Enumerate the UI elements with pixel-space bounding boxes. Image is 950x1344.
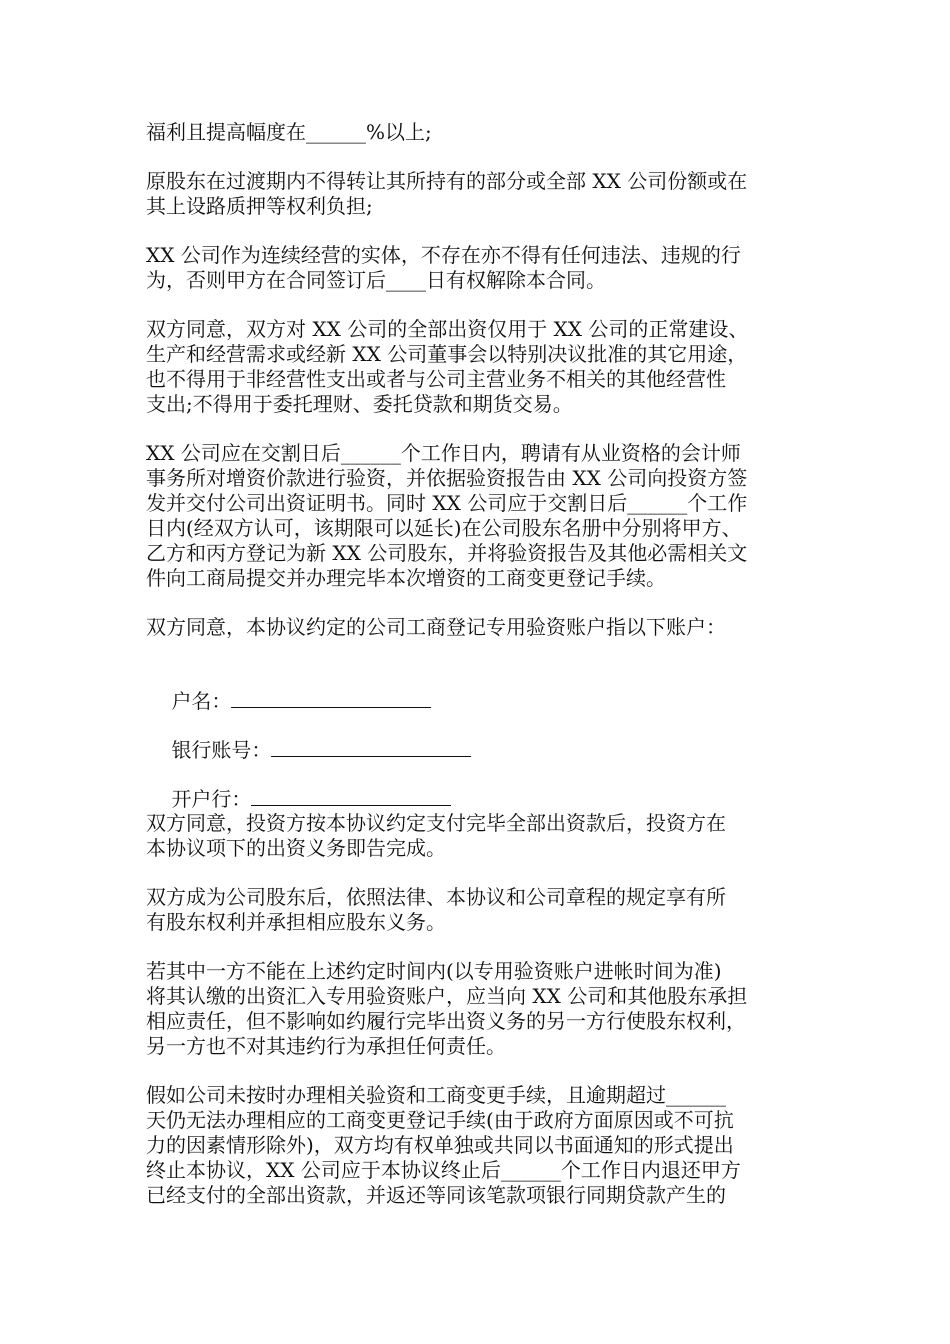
account-name-label: 户名： — [171, 689, 232, 713]
text-line: XX 公司应在交割日后______个工作日内，聘请有从业资格的会计师 — [146, 441, 741, 465]
account-name-row — [146, 664, 811, 713]
text-line: 支出;不得用于委托理财、委托贷款和期货交易。 — [146, 392, 573, 416]
text-line: 发并交付公司出资证明书。同时 XX 公司应于交割日后______个工作 — [146, 491, 748, 515]
paragraph-continuous-operation — [146, 243, 811, 293]
text-line: 另一方也不对其违约行为承担任何责任。 — [146, 1034, 506, 1058]
text-line: 天仍无法办理相应的工商变更登记手续(由于政府方面原因或不可抗 — [146, 1108, 734, 1132]
bank-account-row — [146, 713, 811, 762]
text-line: 双方同意，双方对 XX 公司的全部出资仅用于 XX 公司的正常建设、 — [146, 317, 749, 341]
text-line: 终止本协议，XX 公司应于本协议终止后______个工作日内退还甲方 — [146, 1158, 741, 1182]
text-line: 力的因素情形除外)，双方均有权单独或共同以书面通知的形式提出 — [146, 1133, 734, 1157]
text-line: 生产和经营需求或经新 XX 公司董事会以特别决议批准的其它用途， — [146, 342, 748, 366]
text-line: 福利且提高幅度在______%以上; — [146, 120, 432, 144]
paragraph-no-transfer — [146, 169, 811, 219]
text-line: 事务所对增资价款进行验资，并依据验资报告由 XX 公司向投资方签 — [146, 466, 748, 490]
account-name-blank[interactable] — [231, 689, 431, 708]
paragraph-use-of-funds — [146, 317, 811, 417]
opening-bank-label: 开户行： — [171, 787, 252, 811]
paragraph-account-intro — [146, 615, 811, 640]
opening-bank-blank[interactable] — [251, 787, 451, 806]
paragraph-termination — [146, 1083, 811, 1208]
text-line: 双方成为公司股东后，依照法律、本协议和公司章程的规定享有所 — [146, 885, 726, 909]
text-line: 假如公司未按时办理相关验资和工商变更手续，且逾期超过______ — [146, 1083, 726, 1107]
text-line: 已经支付的全部出资款，并返还等同该笔款项银行同期贷款产生的 — [146, 1183, 726, 1207]
text-line: 为，否则甲方在合同签订后____日有权解除本合同。 — [146, 268, 606, 292]
text-line: 件向工商局提交并办理完毕本次增资的工商变更登记手续。 — [146, 566, 666, 590]
text-line: 双方同意，投资方按本协议约定支付完毕全部出资款后，投资方在 — [146, 811, 726, 835]
text-line: 相应责任，但不影响如约履行完毕出资义务的另一方行使股东权利， — [146, 1009, 746, 1033]
text-line: 也不得用于非经营性支出或者与公司主营业务不相关的其他经营性 — [146, 367, 726, 391]
paragraph-capital-verification — [146, 441, 811, 591]
text-line: 双方同意，本协议约定的公司工商登记专用验资账户指以下账户： — [146, 615, 726, 639]
text-line: XX 公司作为连续经营的实体，不存在亦不得有任何违法、违规的行 — [146, 243, 741, 267]
text-line: 原股东在过渡期内不得转让其所持有的部分或全部 XX 公司份额或在 — [146, 169, 748, 193]
paragraph-shareholder-rights — [146, 885, 811, 935]
text-line: 乙方和丙方登记为新 XX 公司股东，并将验资报告及其他必需相关文 — [146, 541, 748, 565]
text-line: 若其中一方不能在上述约定时间内(以专用验资账户进帐时间为准) — [146, 959, 722, 983]
bank-account-label: 银行账号： — [171, 738, 272, 762]
document-page — [146, 120, 811, 1232]
opening-bank-row — [146, 762, 811, 811]
paragraph-welfare-increase — [146, 120, 811, 145]
text-line: 日内(经双方认可，该期限可以延长)在公司股东名册中分别将甲方、 — [146, 516, 742, 540]
text-line: 本协议项下的出资义务即告完成。 — [146, 836, 446, 860]
bank-account-blank[interactable] — [271, 738, 471, 757]
text-line: 其上设路质押等权利负担; — [146, 194, 373, 218]
text-line: 将其认缴的出资汇入专用验资账户，应当向 XX 公司和其他股东承担 — [146, 984, 748, 1008]
paragraph-default-liability — [146, 959, 811, 1059]
paragraph-obligation-complete — [146, 811, 811, 861]
text-line: 有股东权利并承担相应股东义务。 — [146, 910, 446, 934]
